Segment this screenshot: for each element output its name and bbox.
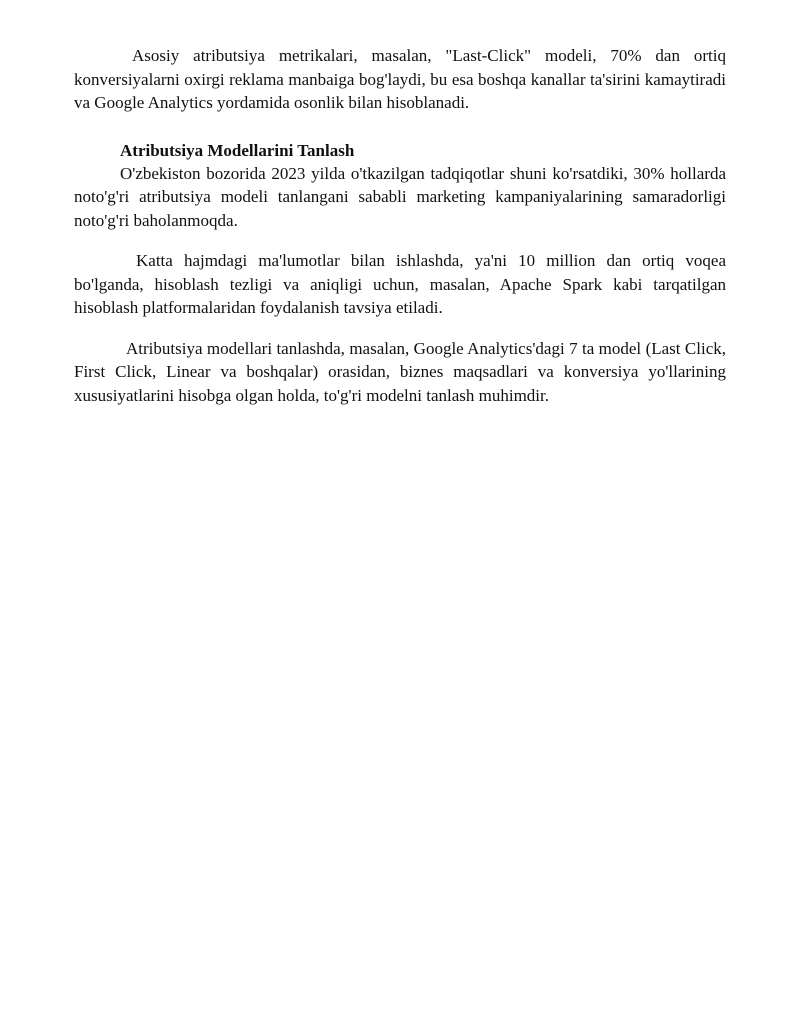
document-body — [74, 44, 726, 407]
paragraph-uzbekistan-research: O'zbekiston bozorida 2023 yilda o'tkazilgan tadqiqotlar shuni ko'rsatdiki, 30% hollarda noto'g'ri atributsiya modeli tanlangani sababli marketing kampaniyalarining samaradorligi noto'g'ri baholanmoqda. — [74, 163, 726, 230]
paragraph-attribution-metrics: Asosiy atributsiya metrikalari, masalan, "Last-Click" modeli, 70% dan ortiq konversiyalarni oxirgi reklama manbaiga bog'laydi, bu esa boshqa kanallar ta'sirini kamaytiradi va Google Analytics yordamida osonlik bilan hisoblanadi. — [74, 46, 726, 112]
section-heading: Atributsiya Modellarini Tanlash — [120, 140, 355, 160]
paragraph-spacer — [74, 115, 726, 139]
paragraph-model-selection: Atributsiya modellari tanlashda, masalan, Google Analytics'dagi 7 ta model (Last Click, First Click, Linear va boshqalar) orasidan, biznes maqsadlari va konversiya yo'llarining xususiyatlarini hisobga olgan holda, to'g'ri modelni tanlash muhimdir. — [74, 338, 726, 405]
paragraph-spacer — [74, 320, 726, 337]
paragraph-spacer — [74, 232, 726, 249]
paragraph-big-data: Katta hajmdagi ma'lumotlar bilan ishlashda, ya'ni 10 million dan ortiq voqea bo'lganda, hisoblash tezligi va aniqligi uchun, masalan, Apache Spark kabi tarqatilgan hisoblash platformalaridan foydalanish tavsiya etiladi. — [74, 251, 726, 317]
